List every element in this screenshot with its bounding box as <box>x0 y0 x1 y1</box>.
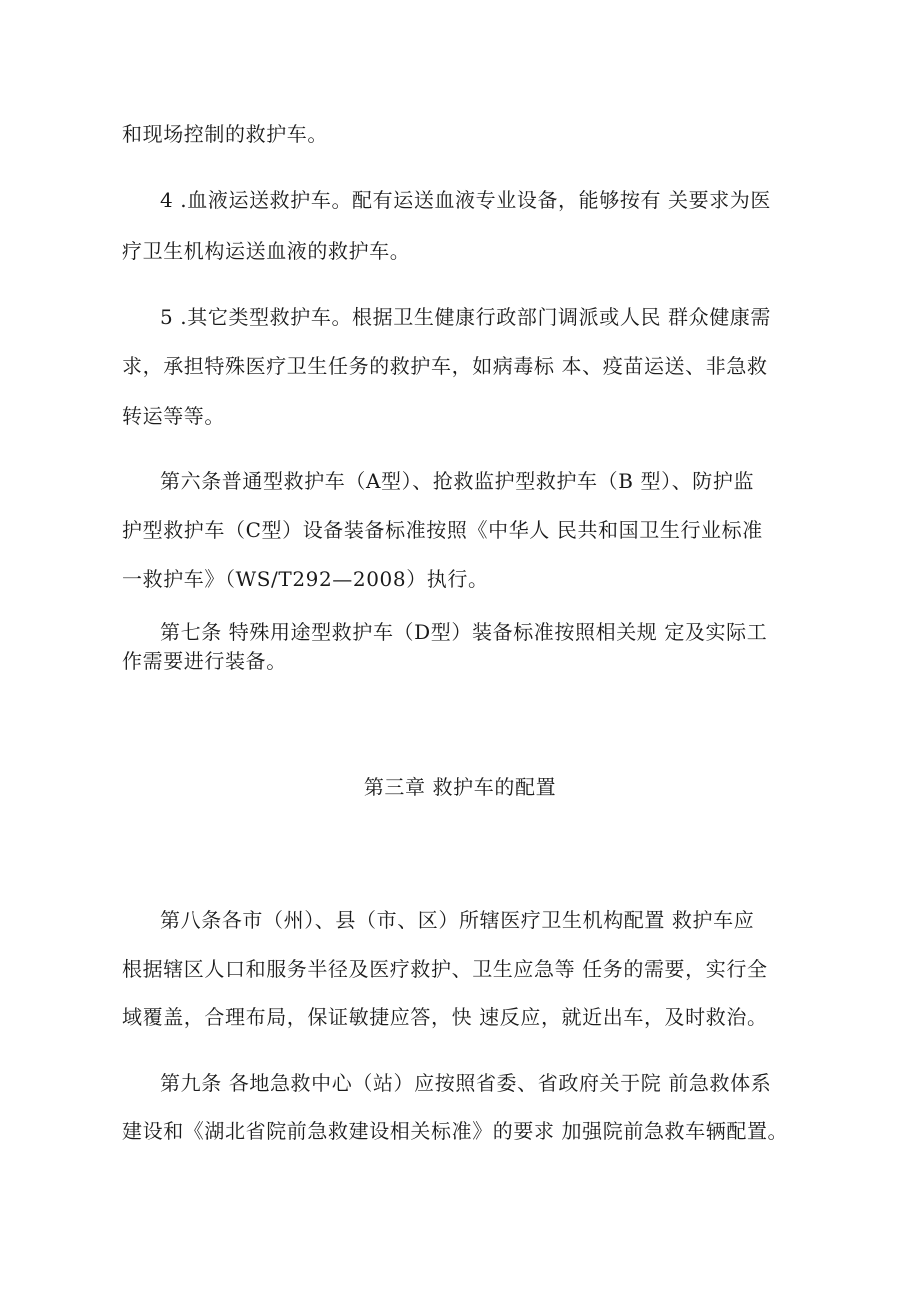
article-7-line-1: 第七条 特殊用途型救护车（D型）装备标准按照相关规 定及实际工 <box>160 620 768 644</box>
article-9-line-2: 建设和《湖北省院前急救建设相关标准》的要求 加强院前急救车辆配置。 <box>122 1119 789 1143</box>
article-6-line-2: 护型救护车（C型）设备装备标准按照《中华人 民共和国卫生行业标准 <box>122 518 763 542</box>
paragraph-line: 和现场控制的救护车。 <box>122 122 328 146</box>
article-7-line-2: 作需要进行装备。 <box>122 649 287 673</box>
article-8-line-1: 第八条各市（州）、县（市、区）所辖医疗卫生机构配置 救护车应 <box>160 908 755 932</box>
article-8-line-3: 域覆盖，合理布局，保证敏捷应答，快 速反应，就近出车，及时救治。 <box>122 1005 768 1029</box>
item-5-line-2: 求，承担特殊医疗卫生任务的救护车，如病毒标 本、疫苗运送、非急救 <box>122 354 768 378</box>
item-5-line-1: 5 .其它类型救护车。根据卫生健康行政部门调派或人民 群众健康需 <box>160 305 771 329</box>
article-6-line-3: 一救护车》（WS/T292—2008）执行。 <box>122 567 489 591</box>
article-8-line-2: 根据辖区人口和服务半径及医疗救护、卫生应急等 任务的需要，实行全 <box>122 957 768 981</box>
item-5-line-3: 转运等等。 <box>122 404 225 428</box>
article-9-line-1: 第九条 各地急救中心（站）应按照省委、省政府关于院 前急救体系 <box>160 1071 772 1095</box>
article-6-line-1: 第六条普通型救护车（A型）、抢救监护型救护车（B 型）、防护监 <box>160 469 755 493</box>
chapter-title: 第三章 救护车的配置 <box>363 775 557 799</box>
item-4-line-2: 疗卫生机构运送血液的救护车。 <box>122 239 411 263</box>
item-4-line-1: 4 .血液运送救护车。配有运送血液专业设备，能够按有 关要求为医 <box>160 188 771 212</box>
